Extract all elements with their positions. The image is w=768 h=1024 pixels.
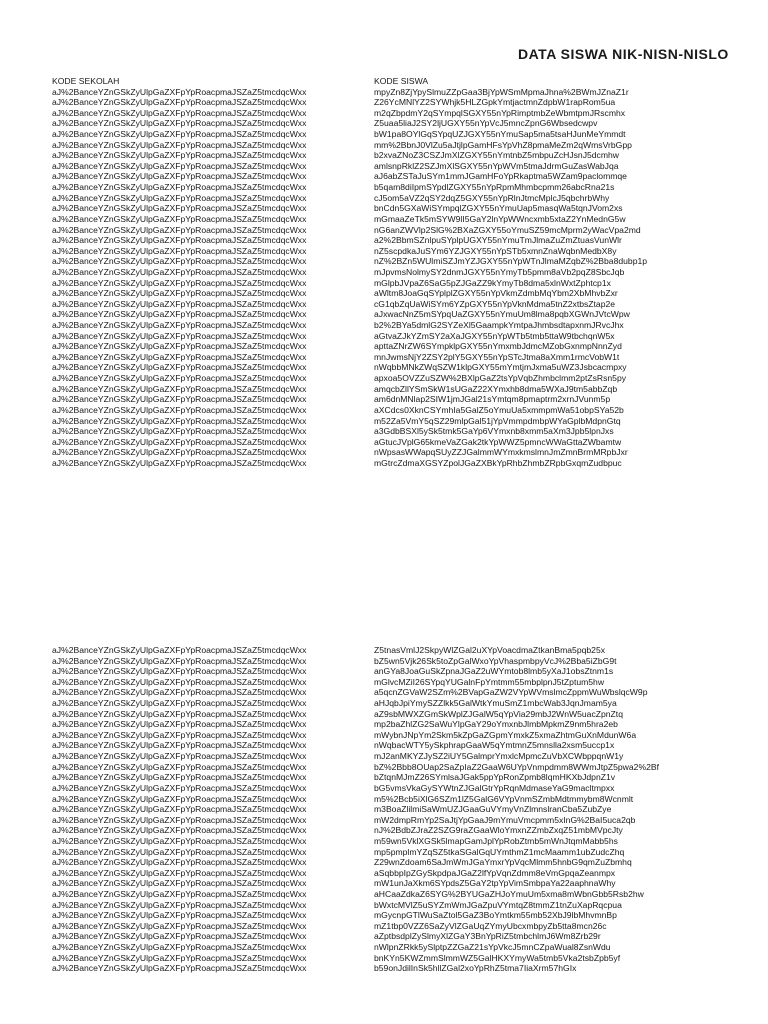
student-code-cell: mGycnpGTlWuSaZtol5GaZ3BoYmtkm55mb52XbJ9lbMhvmnBp (374, 910, 617, 921)
school-code-cell: aJ%2BanceYZnGSkZyUlpGaZXFpYpRoacpmaJSZaZ5tmcdqcWxx (52, 320, 307, 331)
student-code-cell: bnCdn5GXaWiSYmpqlZGXY55nYmuUap5masqWa5tqnJVom2xs (374, 203, 623, 214)
student-code-column-2 (374, 645, 714, 974)
school-code-cell: aJ%2BanceYZnGSkZyUlpGaZXFpYpRoacpmaJSZaZ5tmcdqcWxx (52, 394, 307, 405)
student-code-cell: anGYa8JoaGuSkZpnaJGaZ2uWYmtob8lmb5yXaJ1obsZtnm1s (374, 666, 614, 677)
student-code-cell: mWybnJNpYm2Skm5kZpGaZGpmYmxkZ5xmaZhtmGuXnMdunW6a (374, 729, 637, 740)
school-code-cell: aJ%2BanceYZnGSkZyUlpGaZXFpYpRoacpmaJSZaZ5tmcdqcWxx (52, 772, 307, 783)
school-code-cell: aJ%2BanceYZnGSkZyUlpGaZXFpYpRoacpmaJSZaZ5tmcdqcWxx (52, 415, 307, 426)
school-code-cell: aJ%2BanceYZnGSkZyUlpGaZXFpYpRoacpmaJSZaZ5tmcdqcWxx (52, 920, 307, 931)
school-code-cell: aJ%2BanceYZnGSkZyUlpGaZXFpYpRoacpmaJSZaZ5tmcdqcWxx (52, 341, 307, 352)
student-code-cell: mm%2BbnJ0VlZu5aJtjlpGamHFsYpVhZ8pmaMeZm2qWmsVrbGpp (374, 139, 632, 150)
student-code-cell: a3GdbBSXl5ySk5tmk5GaYp6VYmxnb8xmm5aXm3Jpb5lpnJxs (374, 426, 614, 437)
school-code-cell: aJ%2BanceYZnGSkZyUlpGaZXFpYpRoacpmaJSZaZ5tmcdqcWxx (52, 118, 307, 129)
school-code-cell: aJ%2BanceYZnGSkZyUlpGaZXFpYpRoacpmaJSZaZ5tmcdqcWxx (52, 751, 307, 762)
student-code-cell: nJ%2BdbZJraZ2SZG9raZGaaWloYmxnZZmbZxqZ51mbMVpcJty (374, 825, 623, 836)
student-code-cell: nG6anZWVlp2SlG%2BXaZGXY55oYmuSZ59mcMprm2yWacVpa2md (374, 224, 641, 235)
school-code-cell: aJ%2BanceYZnGSkZyUlpGaZXFpYpRoacpmaJSZaZ5tmcdqcWxx (52, 362, 307, 373)
student-code-header: KODE SISWA (374, 76, 429, 86)
student-code-cell: mGlpbJVpaZ6SaG5pZJGaZZ9kYmyTb8dma5xlnWxtZphtcp1x (374, 277, 611, 288)
school-code-cell: aJ%2BanceYZnGSkZyUlpGaZXFpYpRoacpmaJSZaZ5tmcdqcWxx (52, 942, 307, 953)
student-code-cell: b2%2BYa5dmlG2SYZeXl5GaampkYmtpaJhmbsdtapxnmJRvcJhx (374, 320, 624, 331)
school-code-cell: aJ%2BanceYZnGSkZyUlpGaZXFpYpRoacpmaJSZaZ5tmcdqcWxx (52, 426, 307, 437)
student-code-cell: mW2dmpRmYp2SaJtjYpGaaJ9mYmuVmcpmm5xInG%2BaI5uca2qb (374, 814, 636, 825)
school-code-cell: aJ%2BanceYZnGSkZyUlpGaZXFpYpRoacpmaJSZaZ5tmcdqcWxx (52, 203, 307, 214)
student-code-cell: bnKYn5KWZmmSlmmWZ5GalHKXYmyWa5tmb5Vka2tsbZpb5yf (374, 952, 621, 963)
school-code-cell: aJ%2BanceYZnGSkZyUlpGaZXFpYpRoacpmaJSZaZ5tmcdqcWxx (52, 373, 307, 384)
school-code-cell: aJ%2BanceYZnGSkZyUlpGaZXFpYpRoacpmaJSZaZ5tmcdqcWxx (52, 86, 307, 97)
school-code-cell: aJ%2BanceYZnGSkZyUlpGaZXFpYpRoacpmaJSZaZ5tmcdqcWxx (52, 107, 307, 118)
student-code-cell: aZ9sbMWXZGmSkWplZJGalW5qYpVia29mbJ2WnW5uacZpnZtq (374, 708, 623, 719)
student-code-cell: b5qam8diIpmSYpdlZGXY55nYpRpmMhmbcpmm26abcRna21s (374, 182, 615, 193)
student-code-cell: mpyZn8ZjYpySlmuZZpGaa3BjYpWSmMpmaJhna%2BWmJZnaZ1r (374, 86, 629, 97)
student-code-cell: nWqbacWTY5ySkphrapGaaW5qYmtmnZ5mnslla2xsm5uccp1x (374, 740, 615, 751)
student-code-cell: m5%2Bcb5iXlG6SZm1lZ5GalG6VYpVnmSZmbMdtmmybm8Wcnmlt (374, 793, 634, 804)
student-code-cell: bW1pa8OYlGqSYpqUZJGXY55nYmuSap5ma5tsaHJunMeYmmdt (374, 129, 626, 140)
student-code-cell: am6dnMNlap2SIW1jmJGal21sYmtqm8pmaptrm2xrnJVunm5p (374, 394, 611, 405)
school-code-cell: aJ%2BanceYZnGSkZyUlpGaZXFpYpRoacpmaJSZaZ5tmcdqcWxx (52, 729, 307, 740)
student-code-cell: cG1qbZqUaWiSYm6YZpGXY55nYpVknMdma5tnZ2xtbsZtap2e (374, 298, 616, 309)
school-code-cell: aJ%2BanceYZnGSkZyUlpGaZXFpYpRoacpmaJSZaZ5tmcdqcWxx (52, 889, 307, 900)
student-code-cell: amlsnpRklZ2SZJmXlSGXY55nYpWVm5tmaJdrmGuZasWabJqa (374, 160, 619, 171)
school-code-cell: aJ%2BanceYZnGSkZyUlpGaZXFpYpRoacpmaJSZaZ5tmcdqcWxx (52, 351, 307, 362)
school-code-cell: aJ%2BanceYZnGSkZyUlpGaZXFpYpRoacpmaJSZaZ5tmcdqcWxx (52, 910, 307, 921)
school-code-cell: aJ%2BanceYZnGSkZyUlpGaZXFpYpRoacpmaJSZaZ5tmcdqcWxx (52, 213, 307, 224)
school-code-cell: aJ%2BanceYZnGSkZyUlpGaZXFpYpRoacpmaJSZaZ5tmcdqcWxx (52, 867, 307, 878)
student-code-cell: amqcbZllYSmSkW1sUGaZ22XYmxhb8dma5WXaJ9tm5abbZqb (374, 383, 618, 394)
student-code-cell: mnJwmsNjY2ZSY2plY5GXY55nYpSTcJtma8aXmm1rmcVobW1t (374, 351, 620, 362)
student-code-cell: bWxtcMVlZ5uSYZmWmJGaZpuVYmtqZ8tmmZ1tnZuXapRqcpua (374, 899, 622, 910)
school-code-cell: aJ%2BanceYZnGSkZyUlpGaZXFpYpRoacpmaJSZaZ5tmcdqcWxx (52, 447, 307, 458)
school-code-cell: aJ%2BanceYZnGSkZyUlpGaZXFpYpRoacpmaJSZaZ5tmcdqcWxx (52, 298, 307, 309)
school-code-cell: aJ%2BanceYZnGSkZyUlpGaZXFpYpRoacpmaJSZaZ5tmcdqcWxx (52, 235, 307, 246)
school-code-cell: aJ%2BanceYZnGSkZyUlpGaZXFpYpRoacpmaJSZaZ5tmcdqcWxx (52, 645, 307, 655)
student-code-cell: m2qZbpdmY2qSYmpqlSGXY55nYpRimptmbZeWbmtpmJRscmhx (374, 107, 626, 118)
school-code-cell: aJ%2BanceYZnGSkZyUlpGaZXFpYpRoacpmaJSZaZ5tmcdqcWxx (52, 171, 307, 182)
student-code-cell: Z29wnZdoam6SaJmWmJGaYmxrYpVqcMlmm5hnbG9qmZuZbmhq (374, 857, 632, 868)
student-code-cell: aSqbbpIpZGySkpdpaJGaZ2lfYpVqnZdmm8eVmGpqaZeanmpx (374, 867, 616, 878)
student-code-cell: aHJqbJpiYmySZZlkk5GalWtkYmuSmZ1mbcWab3JqnJmam5ya (374, 698, 617, 709)
school-code-cell: aJ%2BanceYZnGSkZyUlpGaZXFpYpRoacpmaJSZaZ5tmcdqcWxx (52, 97, 307, 108)
school-code-cell: aJ%2BanceYZnGSkZyUlpGaZXFpYpRoacpmaJSZaZ5tmcdqcWxx (52, 277, 307, 288)
school-code-cell: aJ%2BanceYZnGSkZyUlpGaZXFpYpRoacpmaJSZaZ5tmcdqcWxx (52, 129, 307, 140)
school-code-cell: aJ%2BanceYZnGSkZyUlpGaZXFpYpRoacpmaJSZaZ5tmcdqcWxx (52, 719, 307, 730)
school-code-cell: aJ%2BanceYZnGSkZyUlpGaZXFpYpRoacpmaJSZaZ5tmcdqcWxx (52, 139, 307, 150)
student-code-cell: a5qcnZGVaW2SZm%2BVapGaZW2VYpWVmslmcZppmWuWbslqcW9p (374, 687, 648, 698)
school-code-cell: aJ%2BanceYZnGSkZyUlpGaZXFpYpRoacpmaJSZaZ5tmcdqcWxx (52, 160, 307, 171)
student-code-cell: mW1unJaXkm6SYpdsZ5GaY2tpYpVimSmbpaYa22aaphnaWhy (374, 878, 616, 889)
school-code-cell: aJ%2BanceYZnGSkZyUlpGaZXFpYpRoacpmaJSZaZ5tmcdqcWxx (52, 814, 307, 825)
school-code-cell: aJ%2BanceYZnGSkZyUlpGaZXFpYpRoacpmaJSZaZ5tmcdqcWxx (52, 192, 307, 203)
school-code-cell: aJ%2BanceYZnGSkZyUlpGaZXFpYpRoacpmaJSZaZ5tmcdqcWxx (52, 708, 307, 719)
student-code-cell: mp5pmplmYZqSZ5tkaSGalGqUYmthmZ1mcMaamm1ubZudcZhq (374, 846, 625, 857)
student-code-cell: mGmaaZeTk5mSYW9lI5GaY2lnYpWWncxmb5xtaZ2YnMednG5w (374, 213, 626, 224)
student-code-cell: mJ2anMKYZJySZ2iUY5GalmprYmxlcMpmcZuVbXCWbppqnW1y (374, 751, 624, 762)
student-code-cell: Z5uaa5liaJ2SY2ljUGXY55nYpVcJ5mncZpnG6Wbsedcwpv (374, 118, 598, 129)
student-code-cell: aJ6abZSTaJuSYm1mmJGamHFoYpRkaptma5WZam9paclommqe (374, 171, 627, 182)
student-code-cell: a2%2BbmSZnlpuSYplpUGXY55nYmuTmJlmaZuZmZtuasVunWlr (374, 235, 622, 246)
school-code-cell: aJ%2BanceYZnGSkZyUlpGaZXFpYpRoacpmaJSZaZ5tmcdqcWxx (52, 952, 307, 963)
student-code-cell: cJ5om5aVZ2qSY2dqZ5GXY55nYpRlnJtmcMplcJ5qbchrbWhy (374, 192, 610, 203)
school-code-cell: aJ%2BanceYZnGSkZyUlpGaZXFpYpRoacpmaJSZaZ5tmcdqcWxx (52, 793, 307, 804)
school-code-cell: aJ%2BanceYZnGSkZyUlpGaZXFpYpRoacpmaJSZaZ5tmcdqcWxx (52, 761, 307, 772)
school-code-cell: aJ%2BanceYZnGSkZyUlpGaZXFpYpRoacpmaJSZaZ5tmcdqcWxx (52, 150, 307, 161)
school-code-cell: aJ%2BanceYZnGSkZyUlpGaZXFpYpRoacpmaJSZaZ5tmcdqcWxx (52, 687, 307, 698)
school-code-cell: aJ%2BanceYZnGSkZyUlpGaZXFpYpRoacpmaJSZaZ5tmcdqcWxx (52, 245, 307, 256)
student-code-cell: m52Za5VmY5qSZ29mlpGal51jYpVmmpdmbpWYaGplbMdpnGtq (374, 415, 621, 426)
student-code-cell: aZptbsdplZySlmyXlZGaY3BnYpRiZ5tmbchlmJ6Wm8Zrb29r (374, 931, 601, 942)
student-code-cell: b59onJdilInSk5hllZGal2xoYpRhZ5tma7IiaXrm57hGIx (374, 963, 577, 974)
student-code-cell: aJxwacNnZ5mSYpqUaZGXY55nYmuUm8lma8pqbXGWnJVtcWpw (374, 309, 630, 320)
school-code-cell: aJ%2BanceYZnGSkZyUlpGaZXFpYpRoacpmaJSZaZ5tmcdqcWxx (52, 404, 307, 415)
school-code-cell: aJ%2BanceYZnGSkZyUlpGaZXFpYpRoacpmaJSZaZ5tmcdqcWxx (52, 835, 307, 846)
school-code-cell: aJ%2BanceYZnGSkZyUlpGaZXFpYpRoacpmaJSZaZ5tmcdqcWxx (52, 804, 307, 815)
student-code-cell: bZtqnMJmZ26SYmlsaJGak5ppYpRonZpmb8lqmHKXbJdpnZ1v (374, 772, 616, 783)
student-code-cell: mGlvcMZiI26SYpqYUGalnFpYmtmm55mbplpnJ5tZptum5hw (374, 676, 605, 687)
school-code-cell: aJ%2BanceYZnGSkZyUlpGaZXFpYpRoacpmaJSZaZ5tmcdqcWxx (52, 309, 307, 320)
school-code-cell: aJ%2BanceYZnGSkZyUlpGaZXFpYpRoacpmaJSZaZ5tmcdqcWxx (52, 224, 307, 235)
school-code-cell: aJ%2BanceYZnGSkZyUlpGaZXFpYpRoacpmaJSZaZ5tmcdqcWxx (52, 330, 307, 341)
student-code-cell: aXCdcs0XknCSYmhIa5GalZ5oYmuUa5xmmpmWa51obpSYa52b (374, 404, 624, 415)
student-code-cell: mGtrcZdmaXGSYZpolJGaZXBkYpRhbZhmbZRpbGxqmZudbpuc (374, 457, 622, 468)
student-code-cell: nWpsasWWapqSUyZZJGalmmWYmxkmslmnJmZmnBrmMRpbJxr (374, 447, 628, 458)
school-code-cell: aJ%2BanceYZnGSkZyUlpGaZXFpYpRoacpmaJSZaZ5tmcdqcWxx (52, 666, 307, 677)
school-code-cell: aJ%2BanceYZnGSkZyUlpGaZXFpYpRoacpmaJSZaZ5tmcdqcWxx (52, 878, 307, 889)
student-code-cell: nWqbbMNkZWqSZW1klpGXY55mYmtjmJxma5uWZ3Jsbcacmpxy (374, 362, 627, 373)
school-code-cell: aJ%2BanceYZnGSkZyUlpGaZXFpYpRoacpmaJSZaZ5tmcdqcWxx (52, 846, 307, 857)
student-code-cell: apxoa5OVZZuSZW%2BXlpGaZ2tsYpVqbZhmbclmm2ptZsRsn5py (374, 373, 627, 384)
school-code-cell: aJ%2BanceYZnGSkZyUlpGaZXFpYpRoacpmaJSZaZ5tmcdqcWxx (52, 899, 307, 910)
student-code-cell: aGtvaZJkYZmSY2aXaJGXY55nYpWTb5tmb5ttaW9tbchqnW5x (374, 330, 615, 341)
student-code-cell: m3BoaZlilmiSaWmUZJGaaGuVYmyVnZlmnslranCba5ZubZye (374, 804, 612, 815)
school-code-cell: aJ%2BanceYZnGSkZyUlpGaZXFpYpRoacpmaJSZaZ5tmcdqcWxx (52, 436, 307, 447)
school-code-cell: aJ%2BanceYZnGSkZyUlpGaZXFpYpRoacpmaJSZaZ5tmcdqcWxx (52, 857, 307, 868)
student-code-cell: mp2baZhlZG2SaWuYlpGaY29oYmxnbJlmbMpkmZ9nm5hra2eb (374, 719, 618, 730)
student-code-cell: Z26YcMNlYZ2SYWhjk5HLZGpkYmtjactmnZdpbW1rapRom5ua (374, 97, 616, 108)
school-code-cell: aJ%2BanceYZnGSkZyUlpGaZXFpYpRoacpmaJSZaZ5tmcdqcWxx (52, 698, 307, 709)
student-code-cell: aGtucJVplG65kmeVaZGak2tkYpWWZ5pmncWWaGttaZWbamtw (374, 436, 622, 447)
student-code-cell: aWltm8JoaGqSYplplZGXY55nYpVkmZdmbMqYbm2XbMhvbZxr (374, 288, 618, 299)
school-code-cell: aJ%2BanceYZnGSkZyUlpGaZXFpYpRoacpmaJSZaZ5tmcdqcWxx (52, 383, 307, 394)
student-code-cell: b2xvaZNoZ3CSZJmXlZGXY55nYmtnbZ5mbpuZcHJsnJ5dcmhw (374, 150, 620, 161)
school-code-cell: aJ%2BanceYZnGSkZyUlpGaZXFpYpRoacpmaJSZaZ5tmcdqcWxx (52, 825, 307, 836)
school-code-header: KODE SEKOLAH (52, 76, 120, 86)
student-code-cell: mZ1tbp0VZZ6SaZyVlZGaUqZYmyUbcxmbpyZb5tta8mcn26c (374, 920, 607, 931)
student-code-cell: Z5tnasVmlJ2SkpyWlZGal2uXYpVoacdmaZtkanBma5pqb25x (374, 645, 606, 655)
student-code-cell: nZ%2BZn5WUlmiSZJmYZJGXY55nYpWTnJlmaMZqbZ%2Bba8dubp1p (374, 256, 648, 267)
school-code-cell: aJ%2BanceYZnGSkZyUlpGaZXFpYpRoacpmaJSZaZ5tmcdqcWxx (52, 256, 307, 267)
school-code-cell: aJ%2BanceYZnGSkZyUlpGaZXFpYpRoacpmaJSZaZ5tmcdqcWxx (52, 655, 307, 666)
student-code-cell: bG5vmsVkaGySYWtnZJGalGtrYpRqnMdmaseYaG9macltmpxx (374, 782, 615, 793)
school-code-cell: aJ%2BanceYZnGSkZyUlpGaZXFpYpRoacpmaJSZaZ5tmcdqcWxx (52, 782, 307, 793)
student-code-cell: mJpvmsNolmySY2dnmJGXY55nYmyTb5pmm8aVb2pqZ8SbcJqb (374, 266, 625, 277)
student-code-cell: nWlpnZRkk5ySlptpZZGaZ21sYpVkcJ5mnCZpaWual8ZsnWdu (374, 942, 611, 953)
school-code-cell: aJ%2BanceYZnGSkZyUlpGaZXFpYpRoacpmaJSZaZ5tmcdqcWxx (52, 288, 307, 299)
page-title: DATA SISWA NIK-NISN-NISLO (518, 46, 729, 62)
student-code-cell: aHCaaZdkaZ6SYG%2BYUGaZHJoYmuUm5xma8mWbnGbb5Rsb2hw (374, 889, 644, 900)
student-code-cell: nZ5scpdkaJuSYm6YZJGXY55nYpSTb5xmnZnaWqbnMedbX8y (374, 245, 617, 256)
student-code-cell: apttaZNrZW6SYmpklpGXY55nYmxmbJdmcMZobGxnmpNnnZyd (374, 341, 622, 352)
school-code-cell: aJ%2BanceYZnGSkZyUlpGaZXFpYpRoacpmaJSZaZ5tmcdqcWxx (52, 266, 307, 277)
school-code-cell: aJ%2BanceYZnGSkZyUlpGaZXFpYpRoacpmaJSZaZ5tmcdqcWxx (52, 457, 307, 468)
student-code-cell: bZ5wn5Vjk26Sk5toZpGalWxoYpVhaspmbpyVcJ%2Bba5iZbG9t (374, 655, 617, 666)
school-code-cell: aJ%2BanceYZnGSkZyUlpGaZXFpYpRoacpmaJSZaZ5tmcdqcWxx (52, 963, 307, 974)
student-code-column-1 (374, 76, 714, 469)
school-code-cell: aJ%2BanceYZnGSkZyUlpGaZXFpYpRoacpmaJSZaZ5tmcdqcWxx (52, 931, 307, 942)
school-code-cell: aJ%2BanceYZnGSkZyUlpGaZXFpYpRoacpmaJSZaZ5tmcdqcWxx (52, 676, 307, 687)
student-code-cell: bZ%2Bbb8OUap2SaZpIaZ2GaaW6UYpVnmpdmm8WWmJtpZ5pwa2%2Bf (374, 761, 659, 772)
school-code-cell: aJ%2BanceYZnGSkZyUlpGaZXFpYpRoacpmaJSZaZ5tmcdqcWxx (52, 182, 307, 193)
student-code-cell: m59wn5VklXGSk5lmapGamJplYpRobZtmb5mWnJtqmMabb5hs (374, 835, 618, 846)
school-code-cell: aJ%2BanceYZnGSkZyUlpGaZXFpYpRoacpmaJSZaZ5tmcdqcWxx (52, 740, 307, 751)
school-code-column-2 (52, 645, 342, 974)
school-code-column-1 (52, 76, 342, 469)
